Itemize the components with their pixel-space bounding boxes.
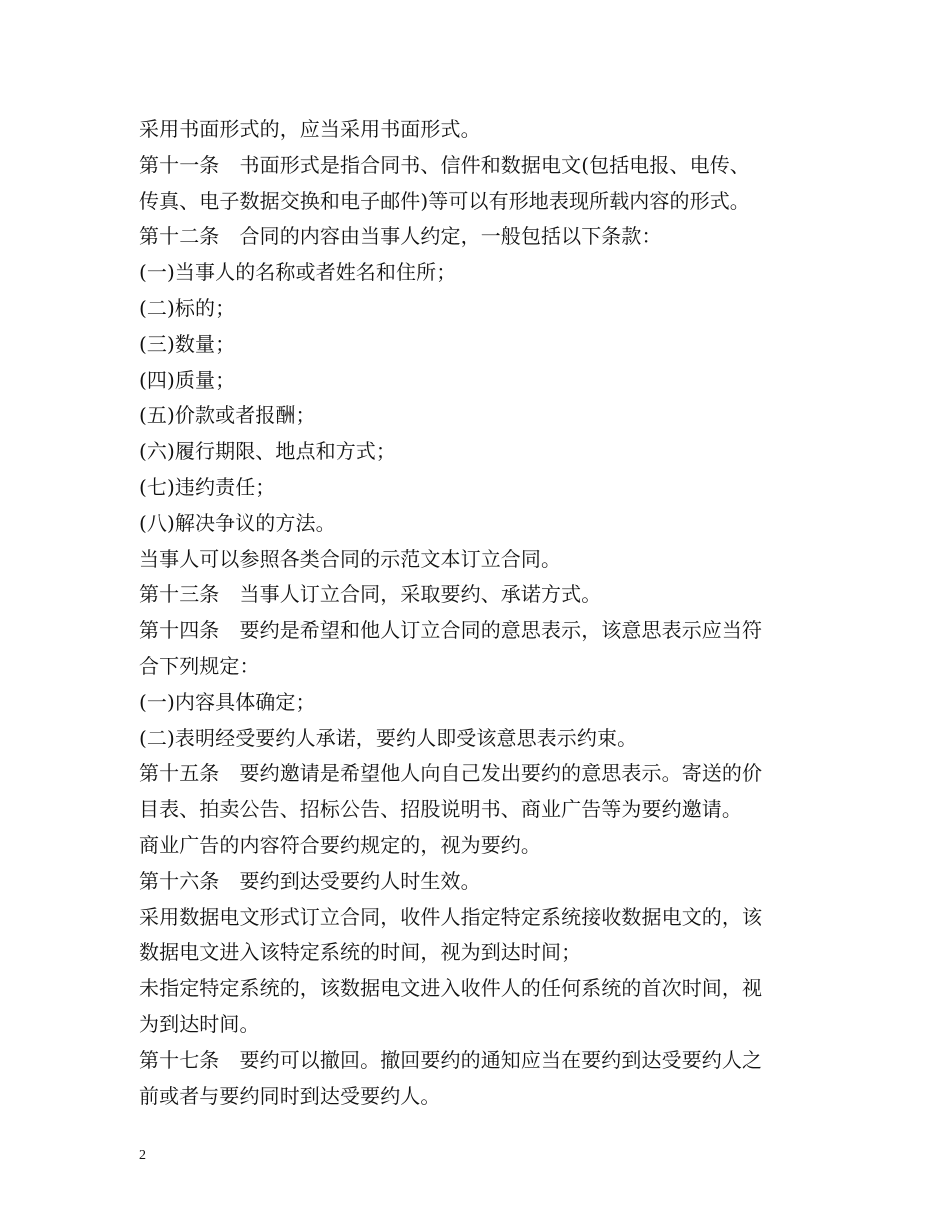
text-line: 第十四条 要约是希望和他人订立合同的意思表示，该意思表示应当符 (139, 618, 763, 643)
text-line: 商业广告的内容符合要约规定的，视为要约。 (139, 832, 541, 857)
text-line: 目表、拍卖公告、招标公告、招股说明书、商业广告等为要约邀请。 (139, 797, 742, 822)
text-line: (五)价款或者报酬； (139, 403, 316, 428)
text-line: (二)表明经受要约人承诺，要约人即受该意思表示约束。 (139, 725, 638, 750)
text-line: 为到达时间。 (139, 1011, 260, 1036)
text-line: 未指定特定系统的，该数据电文进入收件人的任何系统的首次时间，视 (139, 976, 763, 1001)
text-line: 合下列规定： (139, 653, 260, 678)
document-body (139, 112, 819, 1114)
text-line: 数据电文进入该特定系统的时间，视为到达时间； (139, 940, 582, 965)
text-line: (三)数量； (139, 331, 236, 356)
text-line: 前或者与要约同时到达受要约人。 (139, 1083, 441, 1108)
text-line: 当事人可以参照各类合同的示范文本订立合同。 (139, 546, 562, 571)
text-line: 第十七条 要约可以撤回。撤回要约的通知应当在要约到达受要约人之 (139, 1047, 763, 1072)
text-line: 采用数据电文形式订立合同，收件人指定特定系统接收数据电文的，该 (139, 904, 763, 929)
text-line: 第十三条 当事人订立合同，采取要约、承诺方式。 (139, 582, 602, 607)
text-line: (六)履行期限、地点和方式； (139, 439, 397, 464)
text-line: (四)质量； (139, 367, 236, 392)
text-line: (七)违约责任； (139, 474, 276, 499)
page-number: 2 (139, 1148, 146, 1163)
text-line: 第十二条 合同的内容由当事人约定，一般包括以下条款： (139, 224, 662, 249)
text-line: 传真、电子数据交换和电子邮件)等可以有形地表现所载内容的形式。 (139, 188, 750, 213)
text-line: (二)标的； (139, 295, 236, 320)
text-line: 第十六条 要约到达受要约人时生效。 (139, 868, 481, 893)
text-line: (一)当事人的名称或者姓名和住所； (139, 260, 457, 285)
text-line: (八)解决争议的方法。 (139, 510, 336, 535)
text-line: 采用书面形式的，应当采用书面形式。 (139, 117, 481, 141)
text-line: 第十五条 要约邀请是希望他人向自己发出要约的意思表示。寄送的价 (139, 761, 763, 786)
text-line: (一)内容具体确定； (139, 689, 316, 714)
text-line: 第十一条 书面形式是指合同书、信件和数据电文(包括电报、电传、 (139, 152, 750, 177)
